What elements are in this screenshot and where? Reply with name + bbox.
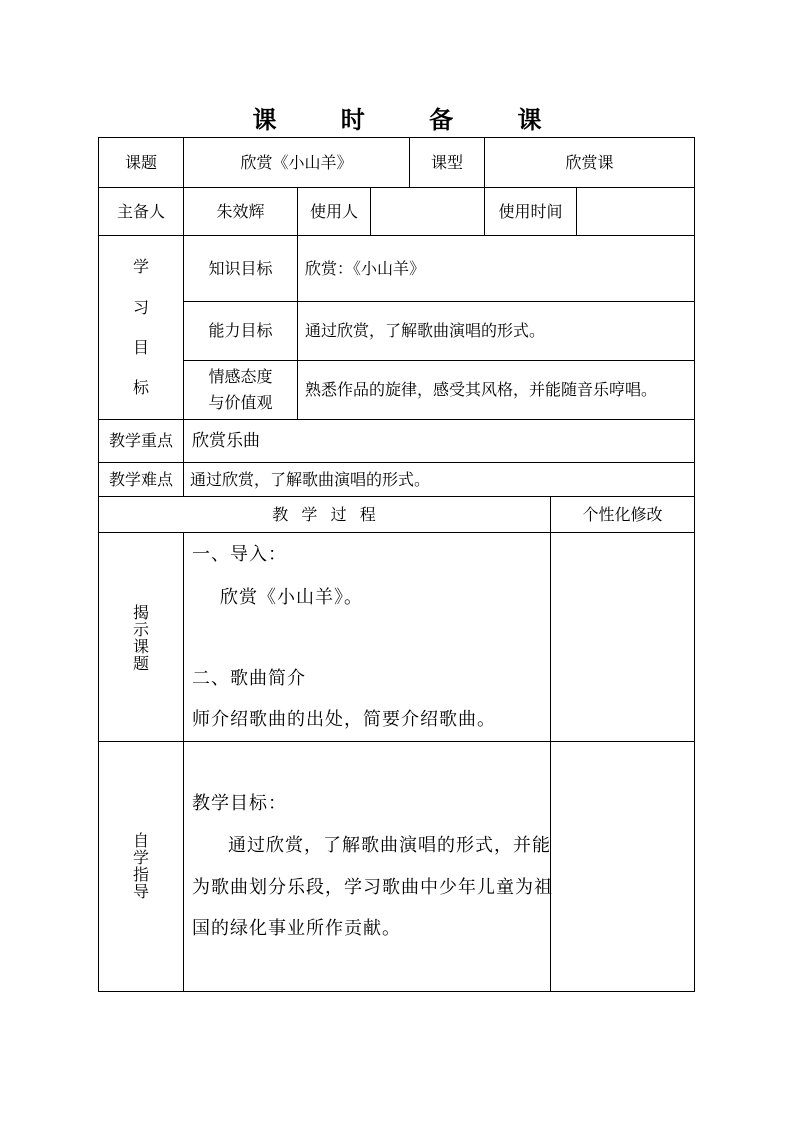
time-label: 使用时间	[498, 201, 563, 221]
topic-value: 欣赏《小山羊》	[240, 152, 353, 172]
section2-line-2: 通过欣赏，了解歌曲演唱的形式，并能	[228, 835, 551, 856]
process-header: 教 学 过 程	[272, 504, 377, 524]
section2-line-1: 教学目标：	[192, 793, 287, 814]
user-label: 使用人	[309, 201, 358, 221]
knowledge-goal-value: 欣赏：《小山羊》	[305, 258, 426, 278]
section2-line-3: 为歌曲划分乐段，学习歌曲中少年儿童为祖	[192, 877, 553, 898]
preparer-value: 朱效辉	[216, 201, 265, 221]
section1-line-4: 师介绍歌曲的出处，简要介绍歌曲。	[192, 709, 496, 730]
page-title: 课 时 备 课	[252, 105, 570, 134]
ability-goal-label: 能力目标	[208, 321, 273, 340]
preparer-label: 主备人	[116, 201, 165, 221]
section2-line-4: 国的绿化事业所作贡献。	[192, 918, 401, 939]
key-point-label: 教学重点	[108, 431, 173, 450]
emotion-goal-value: 熟悉作品的旋律，感受其风格，并能随音乐哼唱。	[305, 380, 658, 399]
knowledge-goal-label: 知识目标	[208, 258, 273, 278]
section1-line-2: 欣赏《小山羊》。	[220, 587, 363, 608]
section1-line-1: 一、导入：	[192, 544, 287, 565]
topic-label: 课题	[124, 152, 157, 172]
difficulty-value: 通过欣赏，了解歌曲演唱的形式。	[190, 469, 431, 489]
difficulty-label: 教学难点	[108, 469, 173, 489]
type-value: 欣赏课	[565, 152, 614, 172]
revise-header: 个性化修改	[582, 504, 663, 524]
emotion-goal-label: 情感态度 与价值观	[208, 367, 273, 412]
key-point-value: 欣赏乐曲	[192, 431, 260, 451]
time-value	[577, 188, 694, 235]
ability-goal-value: 通过欣赏，了解歌曲演唱的形式。	[305, 321, 546, 340]
section1-line-3: 二、歌曲简介	[192, 668, 306, 689]
section1-side-label: 揭 示 课 题	[132, 603, 149, 673]
section2-side-label: 自 学 指 导	[132, 831, 149, 901]
type-label: 课型	[430, 152, 463, 172]
user-value	[371, 188, 484, 235]
